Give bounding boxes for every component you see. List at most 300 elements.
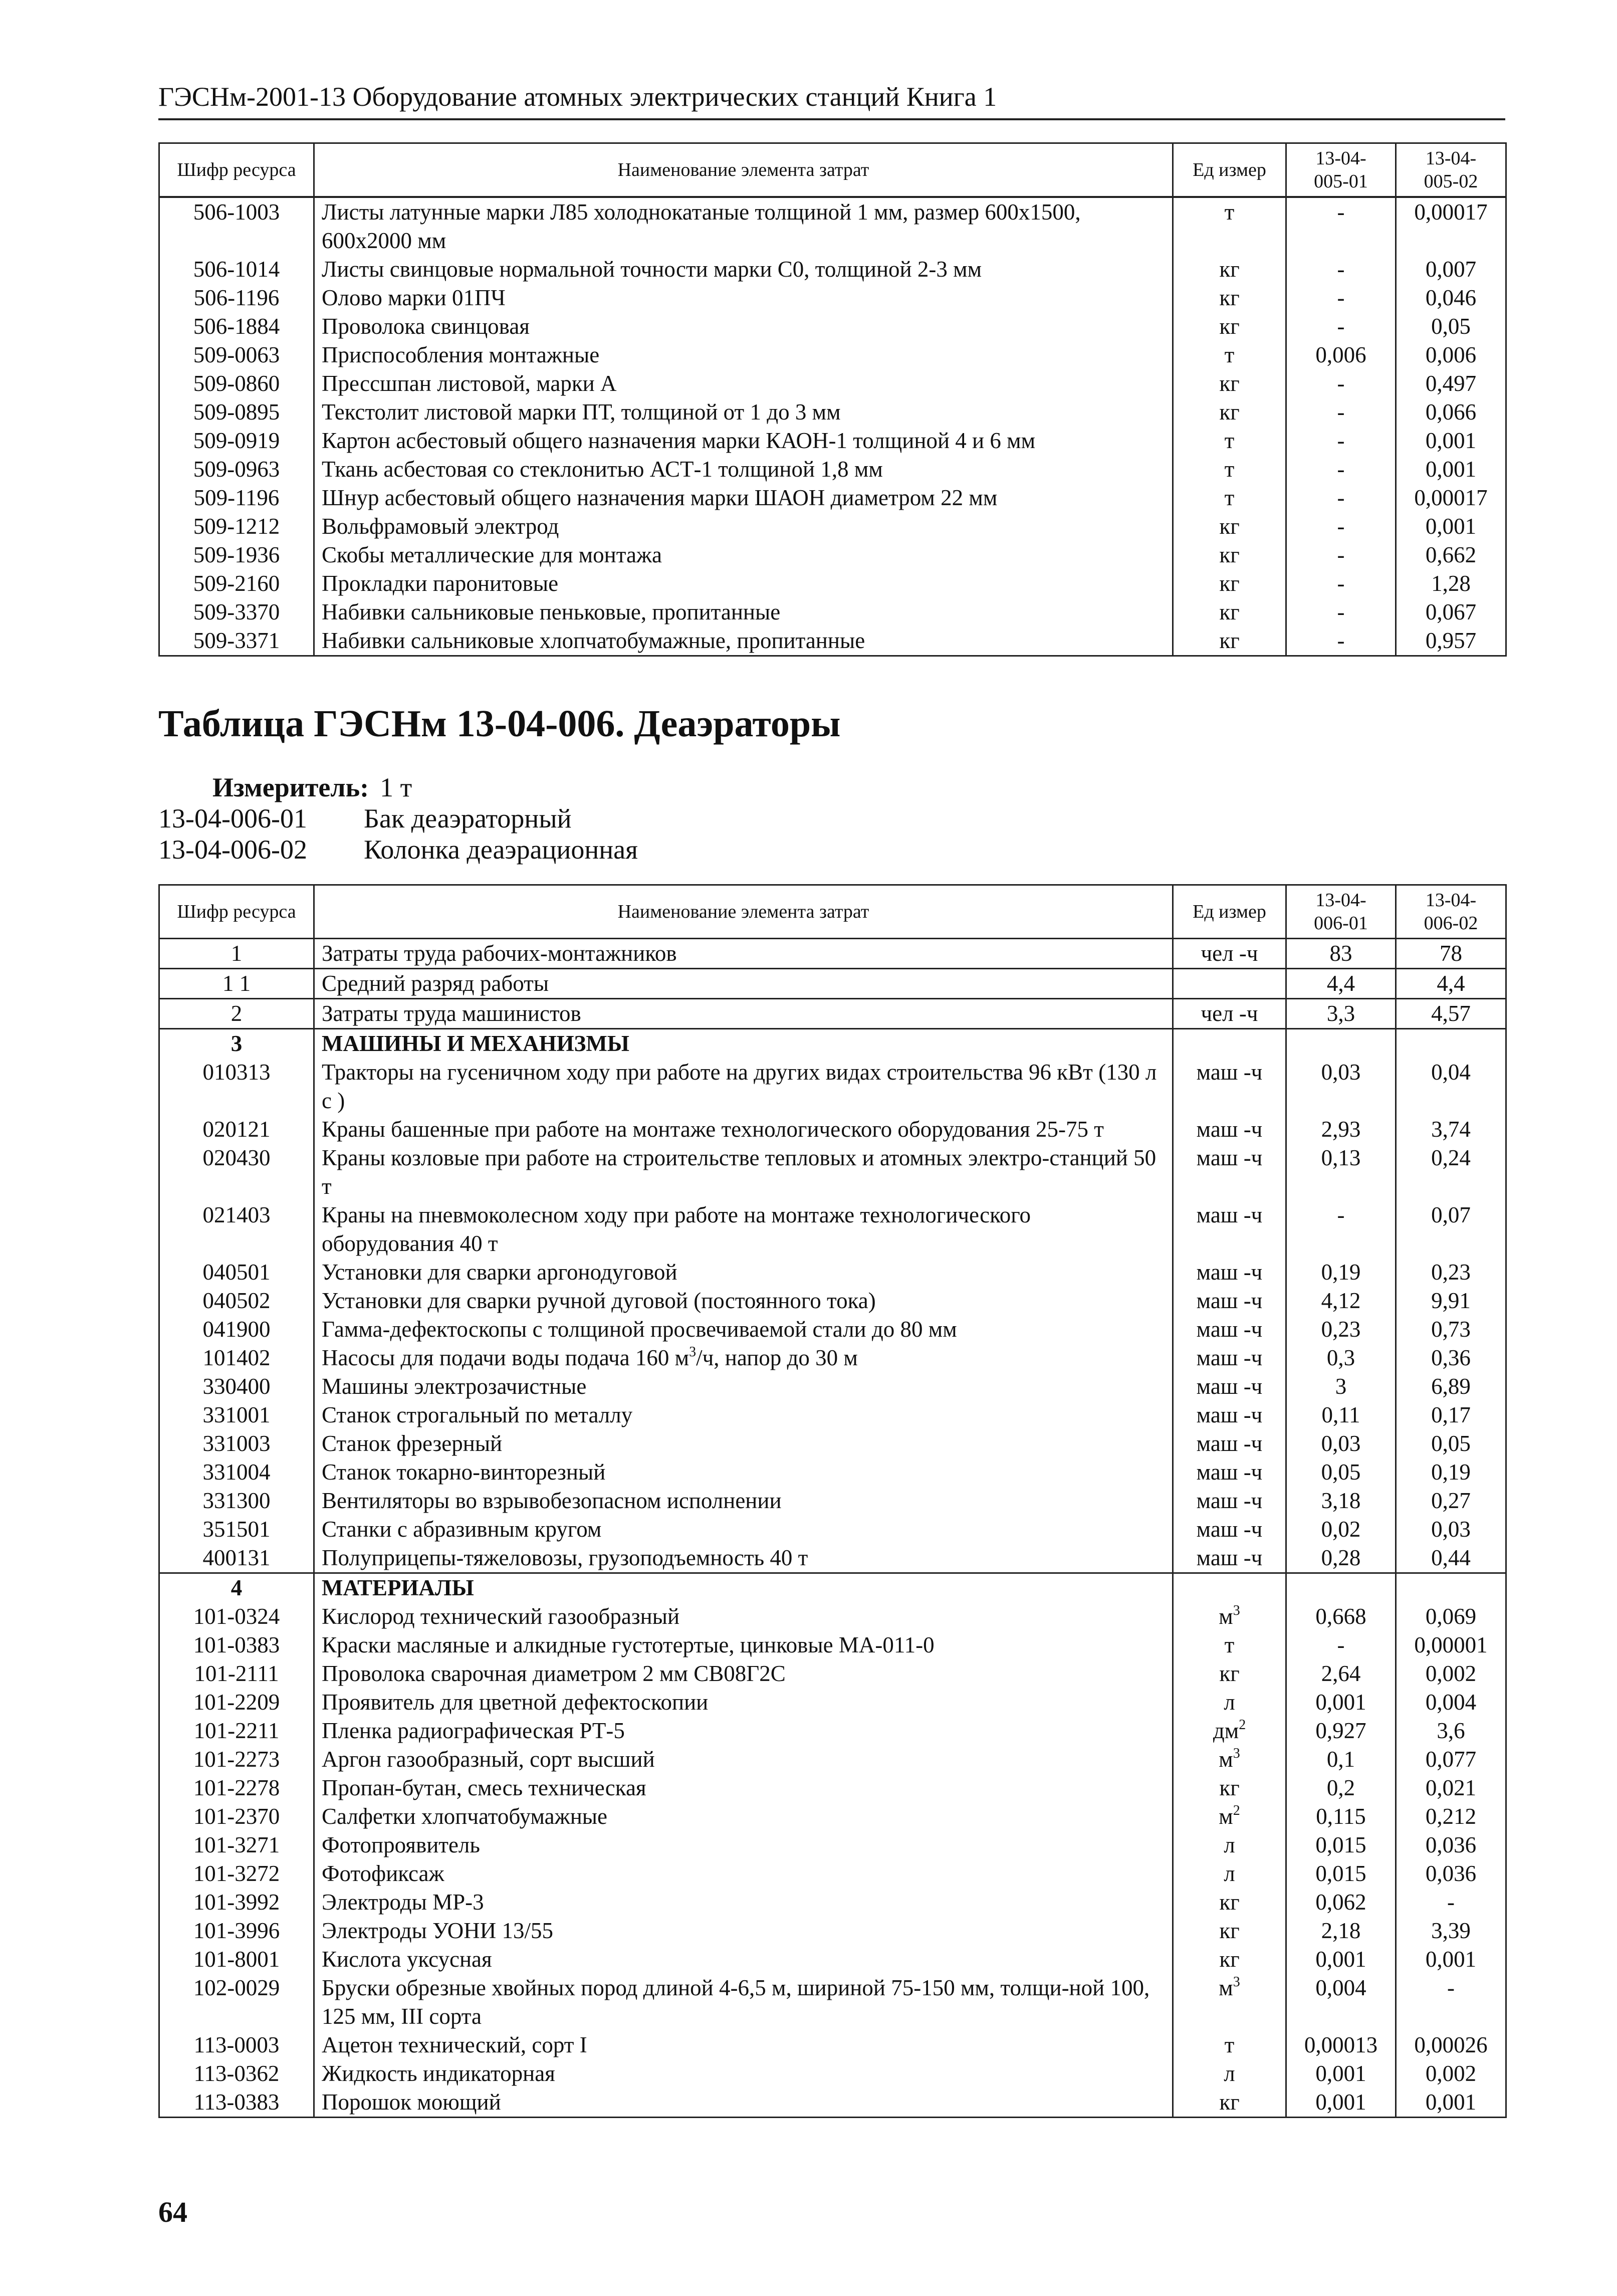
table-row [159,939,1506,969]
cell-value-1: 3,3 [1286,999,1396,1029]
cell-name: Средний разряд работы [314,969,1173,999]
table-row [159,1831,1506,1859]
cell-code: 040501 [159,1258,314,1287]
table-row [159,1458,1506,1487]
cell-unit: кг [1173,598,1286,627]
table-row [159,1659,1506,1688]
cell-name: Насосы для подачи воды подача 160 $м^3/ч$, напор до 30 м [314,1344,1173,1372]
table-row [159,1401,1506,1429]
table-row [159,284,1506,312]
cell-value-2: 0,077 [1396,1745,1506,1774]
cell-code: 1 [159,939,314,969]
cell-name: Олово марки 01ПЧ [314,284,1173,312]
cell-unit: маш -ч [1173,1115,1286,1144]
cell-code: 101-2209 [159,1688,314,1717]
cell-unit [1173,1029,1286,1059]
cell-name: Вентиляторы во взрывобезопасном исполнении [314,1487,1173,1515]
cell-code: 2 [159,999,314,1029]
cell-unit: л [1173,1688,1286,1717]
cell-unit: $м^3$ [1173,1974,1286,2031]
cell-value-1: 2,18 [1286,1917,1396,1945]
cell-value-1 [1286,1029,1396,1059]
cell-value-1: - [1286,627,1396,656]
table-row [159,484,1506,512]
cell-value-1: 0,001 [1286,2088,1396,2118]
cell-unit: маш -ч [1173,1544,1286,1573]
section-code: 3 [159,1029,314,1059]
cell-name: Картон асбестовый общего назначения марки КАОН-1 толщиной 4 и 6 мм [314,427,1173,455]
cell-name: Тракторы на гусеничном ходу при работе на других видах строительства 96 кВт (130 л с ) [314,1058,1173,1115]
table-row [159,1487,1506,1515]
cell-code: 509-3371 [159,627,314,656]
col-header-v1: 13-04- 005-01 [1286,143,1396,197]
cell-value-1 [1286,1573,1396,1603]
cell-unit: кг [1173,541,1286,569]
cell-code: 509-2160 [159,569,314,598]
cell-value-1: - [1286,427,1396,455]
cell-value-2: 0,036 [1396,1859,1506,1888]
cell-value-1: - [1286,455,1396,484]
cell-unit: $м^3$ [1173,1745,1286,1774]
table-row [159,999,1506,1029]
cell-value-1: 0,23 [1286,1315,1396,1344]
section-title: Таблица ГЭСНм 13-04-006. Деаэраторы [158,703,841,745]
cell-value-2: - [1396,1974,1506,2031]
table-row [159,1115,1506,1144]
cell-unit: кг [1173,2088,1286,2118]
cell-value-2: 0,066 [1396,398,1506,427]
cell-code: 506-1884 [159,312,314,341]
cell-code: 509-1936 [159,541,314,569]
cell-name: Станок фрезерный [314,1429,1173,1458]
cell-unit: чел -ч [1173,939,1286,969]
col-header-unit: Ед измер [1173,143,1286,197]
cell-unit: т [1173,1631,1286,1659]
cell-name: Электроды МР-3 [314,1888,1173,1917]
cell-value-2: 0,36 [1396,1344,1506,1372]
cell-name: Скобы металлические для монтажа [314,541,1173,569]
cell-value-1: 0,05 [1286,1458,1396,1487]
cell-code: 331300 [159,1487,314,1515]
cell-value-1: 3,18 [1286,1487,1396,1515]
cell-unit: л [1173,1831,1286,1859]
cell-value-2: 1,28 [1396,569,1506,598]
table-row [159,1515,1506,1544]
meter-item-code: 13-04-006-02 [158,834,307,865]
cell-code: 509-0895 [159,398,314,427]
cell-name: Листы латунные марки Л85 холоднокатаные толщиной 1 мм, размер 600х1500, 600х2000 мм [314,197,1173,255]
cell-unit: маш -ч [1173,1315,1286,1344]
cell-code: 101-2211 [159,1717,314,1745]
cell-value-2: 0,17 [1396,1401,1506,1429]
cell-value-1: - [1286,512,1396,541]
cell-value-1: - [1286,255,1396,284]
cell-value-1: 4,12 [1286,1287,1396,1315]
meter-item [158,803,638,834]
cell-name: Ацетон технический, сорт I [314,2031,1173,2059]
cell-name: Ткань асбестовая со стеклонитью АСТ-1 толщиной 1,8 мм [314,455,1173,484]
cell-value-2: 0,001 [1396,512,1506,541]
cell-value-1: - [1286,197,1396,255]
cell-value-1: 0,927 [1286,1717,1396,1745]
cell-name: Бруски обрезные хвойных пород длиной 4-6,5 м, шириной 75-150 мм, толщи-ной 100, 125 мм, III сорта [314,1974,1173,2031]
cell-name: Краны башенные при работе на монтаже технологического оборудования 25-75 т [314,1115,1173,1144]
section-row [159,1573,1506,1603]
cell-value-1: 0,1 [1286,1745,1396,1774]
meter-item-code: 13-04-006-01 [158,803,307,833]
cell-value-2: 0,23 [1396,1258,1506,1287]
cell-name: Приспособления монтажные [314,341,1173,369]
cell-unit: кг [1173,398,1286,427]
cell-name: Краны на пневмоколесном ходу при работе на монтаже технологического оборудования 40 т [314,1201,1173,1258]
cell-code: 101-2273 [159,1745,314,1774]
cell-code: 101-2111 [159,1659,314,1688]
section-name: МАШИНЫ И МЕХАНИЗМЫ [314,1029,1173,1059]
cell-name: Станок токарно-винторезный [314,1458,1173,1487]
cell-unit: кг [1173,369,1286,398]
cell-code: 020430 [159,1144,314,1201]
cell-code: 113-0003 [159,2031,314,2059]
table-row [159,1372,1506,1401]
cell-unit: кг [1173,255,1286,284]
cell-name: Затраты труда рабочих-монтажников [314,939,1173,969]
cell-value-1: 83 [1286,939,1396,969]
cell-name: Станок строгальный по металлу [314,1401,1173,1429]
cell-value-2: 4,4 [1396,969,1506,999]
cell-code: 101-3996 [159,1917,314,1945]
cell-value-2: 0,73 [1396,1315,1506,1344]
table-row [159,512,1506,541]
cell-value-2: 78 [1396,939,1506,969]
cell-code: 020121 [159,1115,314,1144]
table-row [159,1917,1506,1945]
cell-value-1: 0,28 [1286,1544,1396,1573]
cell-unit: кг [1173,1945,1286,1974]
cell-value-2: 0,001 [1396,455,1506,484]
cell-code: 101-2370 [159,1802,314,1831]
cell-code: 509-0963 [159,455,314,484]
cell-code: 113-0383 [159,2088,314,2118]
cell-code: 331003 [159,1429,314,1458]
cell-name: Прессшпан листовой, марки А [314,369,1173,398]
cell-code: 021403 [159,1201,314,1258]
cell-unit: чел -ч [1173,999,1286,1029]
cell-name: Проволока свинцовая [314,312,1173,341]
table-row [159,969,1506,999]
table-row [159,598,1506,627]
cell-value-2: 0,19 [1396,1458,1506,1487]
section-name: МАТЕРИАЛЫ [314,1573,1173,1603]
cell-unit: кг [1173,1888,1286,1917]
cell-value-1: - [1286,1631,1396,1659]
cell-unit: кг [1173,569,1286,598]
table-row [159,1688,1506,1717]
cell-value-1: 0,062 [1286,1888,1396,1917]
cell-value-1: 2,93 [1286,1115,1396,1144]
cell-value-2: 0,212 [1396,1802,1506,1831]
cell-code: 010313 [159,1058,314,1115]
table-row [159,2088,1506,2118]
cell-value-2: 0,069 [1396,1602,1506,1631]
cell-name: Фотопроявитель [314,1831,1173,1859]
meter-item-name: Бак деаэраторный [364,803,572,833]
table-row [159,1802,1506,1831]
table-row [159,1429,1506,1458]
resource-table-006 [158,884,1507,2118]
cell-code: 331004 [159,1458,314,1487]
cell-unit: кг [1173,627,1286,656]
table-row [159,312,1506,341]
cell-code: 113-0362 [159,2059,314,2088]
meter-item-name: Колонка деаэрационная [364,834,638,865]
cell-value-2: 0,001 [1396,1945,1506,1974]
cell-unit: кг [1173,512,1286,541]
cell-unit: л [1173,1859,1286,1888]
cell-value-2: 0,957 [1396,627,1506,656]
meter-block [158,772,638,865]
cell-name: Жидкость индикаторная [314,2059,1173,2088]
cell-code: 101-3992 [159,1888,314,1917]
table-row [159,1774,1506,1802]
cell-name: Салфетки хлопчатобумажные [314,1802,1173,1831]
cell-value-2: 0,00026 [1396,2031,1506,2059]
cell-value-2: 0,00001 [1396,1631,1506,1659]
cell-code: 101-8001 [159,1945,314,1974]
col-header-name: Наименование элемента затрат [314,885,1173,939]
cell-value-2: 0,002 [1396,1659,1506,1688]
table-row [159,1945,1506,1974]
col-header-v2: 13-04- 006-02 [1396,885,1506,939]
cell-name: Проявитель для цветной дефектоскопии [314,1688,1173,1717]
cell-code: 351501 [159,1515,314,1544]
cell-code: 041900 [159,1315,314,1344]
cell-value-1: - [1286,598,1396,627]
cell-value-2: 0,662 [1396,541,1506,569]
cell-code: 509-0860 [159,369,314,398]
cell-code: 400131 [159,1544,314,1573]
table-row [159,1315,1506,1344]
cell-value-2: 0,046 [1396,284,1506,312]
cell-value-1: 0,13 [1286,1144,1396,1201]
cell-unit: т [1173,341,1286,369]
cell-value-2: 4,57 [1396,999,1506,1029]
cell-unit: маш -ч [1173,1344,1286,1372]
table-row [159,1602,1506,1631]
cell-value-1: 0,02 [1286,1515,1396,1544]
cell-unit: кг [1173,312,1286,341]
table-row [159,341,1506,369]
col-header-code: Шифр ресурса [159,885,314,939]
cell-value-2: 0,004 [1396,1688,1506,1717]
cell-value-1: 0,115 [1286,1802,1396,1831]
table-row [159,255,1506,284]
cell-value-2: 3,74 [1396,1115,1506,1144]
cell-value-1: - [1286,484,1396,512]
table-header-row [159,143,1506,197]
cell-unit: $м^3$ [1173,1602,1286,1631]
cell-unit: маш -ч [1173,1515,1286,1544]
cell-value-1: 0,3 [1286,1344,1396,1372]
cell-code: 101-3272 [159,1859,314,1888]
cell-name: Прокладки паронитовые [314,569,1173,598]
meter-item [158,834,638,865]
cell-unit: т [1173,197,1286,255]
cell-value-2 [1396,1573,1506,1603]
cell-code: 509-1212 [159,512,314,541]
cell-unit: т [1173,455,1286,484]
cell-unit: маш -ч [1173,1429,1286,1458]
table-row [159,1888,1506,1917]
cell-value-1: 0,001 [1286,1688,1396,1717]
cell-unit: $м^2$ [1173,1802,1286,1831]
table-row [159,427,1506,455]
cell-value-2: 3,6 [1396,1717,1506,1745]
cell-unit: т [1173,2031,1286,2059]
cell-value-1: 0,015 [1286,1859,1396,1888]
cell-unit: маш -ч [1173,1058,1286,1115]
cell-unit: л [1173,2059,1286,2088]
cell-value-2: - [1396,1888,1506,1917]
cell-value-2: 0,24 [1396,1144,1506,1201]
cell-value-1: 3 [1286,1372,1396,1401]
cell-unit [1173,969,1286,999]
cell-unit: т [1173,427,1286,455]
cell-code: 102-0029 [159,1974,314,2031]
cell-value-1: 0,668 [1286,1602,1396,1631]
cell-code: 101402 [159,1344,314,1372]
cell-value-2: 9,91 [1396,1287,1506,1315]
cell-name: Пропан-бутан, смесь техническая [314,1774,1173,1802]
cell-value-2: 0,44 [1396,1544,1506,1573]
cell-name: Кислород технический газообразный [314,1602,1173,1631]
cell-unit: кг [1173,1917,1286,1945]
cell-value-2: 0,27 [1396,1487,1506,1515]
table-row [159,2031,1506,2059]
table-row [159,1745,1506,1774]
cell-value-1: - [1286,398,1396,427]
cell-name: Гамма-дефектоскопы с толщиной просвечиваемой стали до 80 мм [314,1315,1173,1344]
cell-value-2: 0,03 [1396,1515,1506,1544]
cell-code: 331001 [159,1401,314,1429]
table-header-row [159,885,1506,939]
cell-code: 509-0919 [159,427,314,455]
table-row [159,2059,1506,2088]
table-row [159,197,1506,255]
cell-unit [1173,1573,1286,1603]
table-row [159,541,1506,569]
cell-value-1: 0,004 [1286,1974,1396,2031]
table-row [159,1544,1506,1573]
cell-name: Установки для сварки аргонодуговой [314,1258,1173,1287]
cell-unit: маш -ч [1173,1372,1286,1401]
cell-value-1: - [1286,284,1396,312]
cell-name: Краны козловые при работе на строительстве тепловых и атомных электро-станций 50 т [314,1144,1173,1201]
cell-unit: $дм^2$ [1173,1717,1286,1745]
cell-code: 509-3370 [159,598,314,627]
cell-name: Пленка радиографическая РТ-5 [314,1717,1173,1745]
section-code: 4 [159,1573,314,1603]
table-row [159,1201,1506,1258]
section-row [159,1029,1506,1059]
cell-value-2: 0,05 [1396,1429,1506,1458]
cell-value-1: 0,001 [1286,2059,1396,2088]
cell-value-2: 0,007 [1396,255,1506,284]
cell-code: 101-3271 [159,1831,314,1859]
cell-value-2: 0,001 [1396,2088,1506,2118]
cell-name: Краски масляные и алкидные густотертые, цинковые МА-011-0 [314,1631,1173,1659]
cell-value-2: 0,00017 [1396,197,1506,255]
cell-value-1: - [1286,1201,1396,1258]
table-row [159,1258,1506,1287]
cell-name: Порошок моющий [314,2088,1173,2118]
cell-code: 506-1003 [159,197,314,255]
table-row [159,1287,1506,1315]
cell-name: Станки с абразивным кругом [314,1515,1173,1544]
cell-value-1: 0,015 [1286,1831,1396,1859]
meter-value: 1 т [380,772,412,802]
cell-code: 040502 [159,1287,314,1315]
cell-name: Вольфрамовый электрод [314,512,1173,541]
cell-unit: маш -ч [1173,1287,1286,1315]
cell-name: Фотофиксаж [314,1859,1173,1888]
cell-name: Набивки сальниковые хлопчатобумажные, пропитанные [314,627,1173,656]
col-header-name: Наименование элемента затрат [314,143,1173,197]
cell-value-2: 0,006 [1396,341,1506,369]
table-row [159,1974,1506,2031]
col-header-v1: 13-04- 006-01 [1286,885,1396,939]
col-header-v2: 13-04- 005-02 [1396,143,1506,197]
cell-unit: маш -ч [1173,1258,1286,1287]
cell-value-2: 0,002 [1396,2059,1506,2088]
table-row [159,398,1506,427]
table-row [159,569,1506,598]
cell-code: 1 1 [159,969,314,999]
cell-value-2: 0,497 [1396,369,1506,398]
cell-name: Шнур асбестовый общего назначения марки ШАОН диаметром 22 мм [314,484,1173,512]
cell-value-2: 0,04 [1396,1058,1506,1115]
cell-value-1: - [1286,541,1396,569]
cell-code: 330400 [159,1372,314,1401]
cell-name: Аргон газообразный, сорт высший [314,1745,1173,1774]
table-row [159,369,1506,398]
cell-unit: кг [1173,284,1286,312]
cell-value-2: 0,036 [1396,1831,1506,1859]
page-number: 64 [158,2196,187,2228]
cell-name: Полуприцепы-тяжеловозы, грузоподъемность 40 т [314,1544,1173,1573]
cell-unit: т [1173,484,1286,512]
cell-unit: кг [1173,1659,1286,1688]
cell-value-2: 6,89 [1396,1372,1506,1401]
cell-value-1: - [1286,369,1396,398]
cell-unit: кг [1173,1774,1286,1802]
col-header-unit: Ед измер [1173,885,1286,939]
cell-value-2: 3,39 [1396,1917,1506,1945]
table-row [159,1631,1506,1659]
cell-value-2: 0,07 [1396,1201,1506,1258]
cell-name: Затраты труда машинистов [314,999,1173,1029]
cell-value-1: 0,001 [1286,1945,1396,1974]
cell-name: Проволока сварочная диаметром 2 мм СВ08Г2С [314,1659,1173,1688]
cell-value-1: 0,2 [1286,1774,1396,1802]
meter-row [158,772,638,803]
cell-name: Машины электрозачистные [314,1372,1173,1401]
cell-name: Текстолит листовой марки ПТ, толщиной от 1 до 3 мм [314,398,1173,427]
cell-value-1: - [1286,569,1396,598]
cell-value-2: 0,001 [1396,427,1506,455]
resource-table-005 [158,142,1507,657]
table-row [159,1717,1506,1745]
cell-value-2: 0,067 [1396,598,1506,627]
